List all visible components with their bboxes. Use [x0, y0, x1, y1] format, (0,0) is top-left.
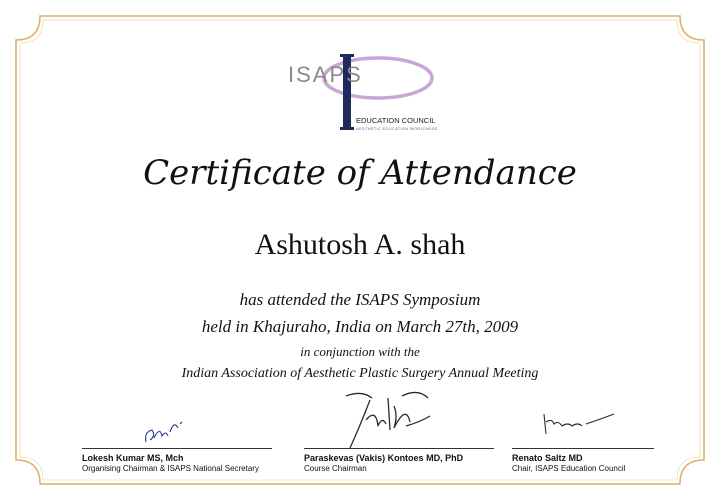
isaps-logo	[286, 36, 436, 134]
logo-brand: ISAPS	[288, 62, 363, 87]
signatory-middle	[304, 448, 494, 473]
signature-kontoes	[332, 386, 436, 452]
signatory-right	[512, 448, 654, 473]
signatory-name: Paraskevas (Vakis) Kontoes MD, PhD	[304, 453, 464, 463]
signatory-role: Organising Chairman & ISAPS National Secretary	[82, 464, 259, 473]
signatory-role: Chair, ISAPS Education Council	[512, 464, 626, 473]
logo-tagline: AESTHETIC EDUCATION WORLDWIDE	[356, 126, 438, 131]
signatory-name: Lokesh Kumar MS, Mch	[82, 453, 184, 463]
signature-lokesh-kumar	[140, 412, 190, 448]
signature-rule	[82, 448, 272, 449]
signature-saltz	[538, 408, 618, 438]
attendance-line: has attended the ISAPS Symposium	[239, 290, 481, 309]
signatory-role: Course Chairman	[304, 464, 367, 473]
certificate-title: Certificate of Attendance	[143, 153, 577, 193]
logo-council: EDUCATION COUNCIL	[356, 116, 436, 125]
event-line: held in Khajuraho, India on March 27th, 2009	[201, 317, 519, 336]
signature-rule	[304, 448, 494, 449]
signature-rule	[512, 448, 654, 449]
signatory-name: Renato Saltz MD	[512, 453, 583, 463]
signatory-left	[82, 448, 272, 473]
recipient-name: Ashutosh A. shah	[254, 228, 466, 261]
conjunction-line: in conjunction with the	[300, 344, 420, 359]
association-line: Indian Association of Aesthetic Plastic Surgery Annual Meeting	[181, 366, 539, 381]
